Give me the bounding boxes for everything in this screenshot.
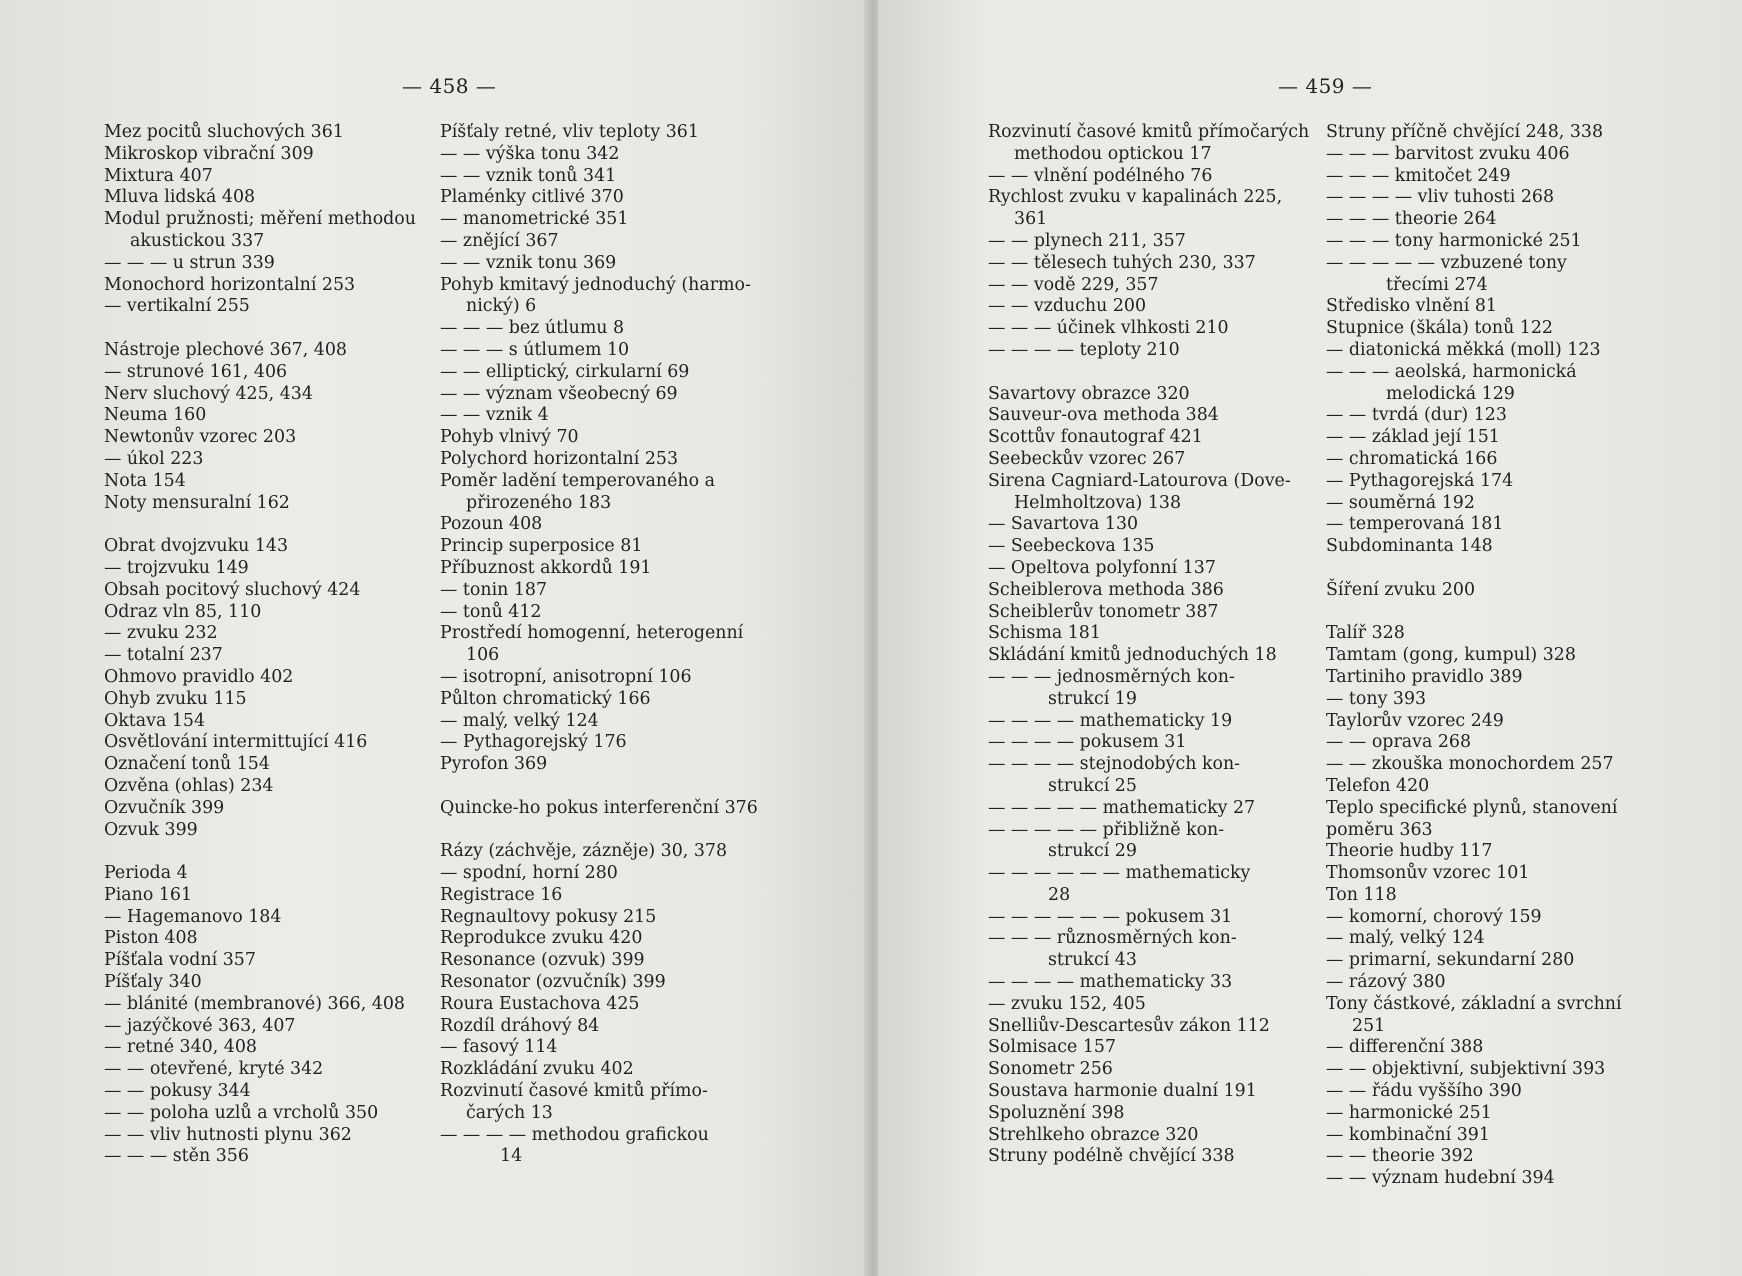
- index-entry: Scottův fonautograf 421: [988, 427, 1203, 448]
- index-entry: Šíření zvuku 200: [1326, 579, 1476, 600]
- index-entry: Pozoun 408: [440, 514, 543, 535]
- index-entry: Obrat dvojzvuku 143: [104, 536, 289, 557]
- index-entry: — — vzduchu 200: [988, 296, 1147, 317]
- index-entry: — — — barvitost zvuku 406: [1326, 143, 1570, 164]
- index-entry: — manometrické 351: [440, 209, 629, 230]
- index-entry: — Pythagorejský 176: [440, 732, 627, 753]
- index-entry: — — tvrdá (dur) 123: [1326, 405, 1507, 426]
- page-number-458: — 458 —: [402, 74, 497, 98]
- index-entry: Píšťala vodní 357: [104, 950, 256, 971]
- index-entry: Struny příčně chvějící 248, 338: [1326, 122, 1604, 142]
- index-entry: Ozvuk 399: [104, 819, 198, 840]
- index-entry: Nerv sluchový 425, 434: [104, 383, 313, 404]
- index-entry: Sirena Cagniard-Latourova (Dove-: [988, 470, 1291, 491]
- index-entry: — — — — — přibližně kon-: [988, 819, 1225, 840]
- index-entry: Tamtam (gong, kumpul) 328: [1326, 645, 1576, 666]
- index-entry: Rozvinutí časové kmitů přímo-: [440, 1081, 708, 1102]
- index-entry: Teplo specifické plynů, stanovení: [1326, 797, 1618, 818]
- index-entry: Oktava 154: [104, 710, 206, 731]
- index-column-left-2: [440, 122, 760, 1168]
- index-entry: Pohyb vlnivý 70: [440, 427, 579, 448]
- index-entry: Princip superposice 81: [440, 536, 643, 557]
- index-entry: — — — kmitočet 249: [1326, 165, 1511, 186]
- index-entry: Scheiblerova methoda 386: [988, 579, 1224, 600]
- index-entry: — — — jednosměrných kon-: [988, 666, 1235, 687]
- index-entry: — — vznik tonu 369: [440, 252, 617, 273]
- index-entry: Theorie hudby 117: [1326, 841, 1493, 862]
- index-entry: — strunové 161, 406: [104, 361, 288, 382]
- index-entry: Piston 408: [104, 928, 198, 949]
- section-gap: [440, 820, 760, 842]
- index-entry: — — — s útlumem 10: [440, 339, 630, 360]
- index-entry: — tony 393: [1326, 688, 1427, 709]
- index-entry: — — tělesech tuhých 230, 337: [988, 252, 1256, 273]
- index-entry: Registrace 16: [440, 884, 563, 905]
- index-entry: — tonin 187: [440, 579, 548, 600]
- index-entry: methodou optickou 17: [1014, 143, 1212, 164]
- index-entry: — — — — methodou grafickou: [440, 1124, 709, 1145]
- index-entry: — — objektivní, subjektivní 393: [1326, 1059, 1606, 1080]
- index-entry: Stupnice (škála) tonů 122: [1326, 318, 1553, 339]
- index-column-right-1: [988, 122, 1310, 1168]
- index-entry: — rázový 380: [1326, 972, 1446, 993]
- page-number-459: — 459 —: [1278, 74, 1373, 98]
- index-entry: Sauveur-ova methoda 384: [988, 405, 1219, 426]
- index-entry: poměru 363: [1326, 819, 1433, 840]
- index-entry: Modul pružnosti; měření methodou: [104, 209, 416, 230]
- section-gap: [104, 841, 404, 863]
- index-entry: 28: [1048, 884, 1071, 905]
- index-entry: — — plynech 211, 357: [988, 230, 1186, 251]
- index-entry: Snelliův-Descartesův zákon 112: [988, 1015, 1270, 1036]
- index-entry: — zvuku 152, 405: [988, 993, 1146, 1014]
- index-entry: Schisma 181: [988, 623, 1101, 644]
- index-entry: — — vlnění podélného 76: [988, 165, 1213, 186]
- index-entry: Ozvučník 399: [104, 797, 225, 818]
- index-entry: 14: [500, 1146, 523, 1167]
- index-entry: — — vznik 4: [440, 405, 549, 426]
- index-entry: Monochord horizontalní 253: [104, 274, 356, 295]
- index-entry: — tonů 412: [440, 601, 542, 622]
- index-entry: Polychord horizontalní 253: [440, 448, 679, 469]
- index-entry: — — — — — — pokusem 31: [988, 906, 1233, 927]
- index-entry: — — — — mathematicky 19: [988, 710, 1233, 731]
- index-entry: Mluva lidská 408: [104, 187, 256, 208]
- index-entry: — totalní 237: [104, 645, 223, 666]
- index-entry: — — otevřené, kryté 342: [104, 1059, 324, 1080]
- index-entry: Nástroje plechové 367, 408: [104, 339, 347, 360]
- index-entry: Savartovy obrazce 320: [988, 383, 1190, 404]
- index-entry: strukcí 19: [1048, 688, 1137, 709]
- index-entry: Skládání kmitů jednoduchých 18: [988, 645, 1277, 666]
- index-entry: strukcí 29: [1048, 841, 1137, 862]
- index-entry: Píšťaly 340: [104, 972, 202, 993]
- index-entry: Obsah pocitový sluchový 424: [104, 579, 361, 600]
- index-entry: — — — u strun 339: [104, 252, 275, 273]
- index-entry: — — — — pokusem 31: [988, 732, 1187, 753]
- index-entry: — — — — mathematicky 33: [988, 972, 1233, 993]
- index-entry: — — — bez útlumu 8: [440, 318, 625, 339]
- index-entry: Spoluznění 398: [988, 1102, 1125, 1123]
- index-entry: Odraz vln 85, 110: [104, 601, 262, 622]
- index-entry: Newtonův vzorec 203: [104, 427, 297, 448]
- index-entry: Mez pocitů sluchových 361: [104, 122, 344, 142]
- index-entry: — — — stěn 356: [104, 1146, 249, 1167]
- index-entry: Reprodukce zvuku 420: [440, 928, 643, 949]
- index-entry: Osvětlování intermittující 416: [104, 732, 368, 753]
- index-entry: — — — theorie 264: [1326, 209, 1497, 230]
- index-entry: — harmonické 251: [1326, 1102, 1492, 1123]
- index-entry: — vertikalní 255: [104, 296, 250, 317]
- index-entry: strukcí 43: [1048, 950, 1137, 971]
- index-entry: — Hagemanovo 184: [104, 906, 282, 927]
- index-entry: Neuma 160: [104, 405, 207, 426]
- index-entry: Helmholtzova) 138: [1014, 492, 1182, 513]
- index-entry: strukcí 25: [1048, 775, 1137, 796]
- index-entry: — — — — teploty 210: [988, 339, 1180, 360]
- index-entry: — — — — — — mathematicky: [988, 863, 1251, 884]
- index-entry: Ton 118: [1326, 884, 1397, 905]
- index-entry: — temperovaná 181: [1326, 514, 1504, 535]
- index-entry: — kombinační 391: [1326, 1124, 1490, 1145]
- index-entry: — — — — — vzbuzené tony: [1326, 252, 1567, 273]
- index-entry: Rozdíl dráhový 84: [440, 1015, 600, 1036]
- index-entry: — — poloha uzlů a vrcholů 350: [104, 1102, 379, 1123]
- index-entry: — Savartova 130: [988, 514, 1139, 535]
- index-entry: Resonance (ozvuk) 399: [440, 950, 645, 971]
- section-gap: [988, 362, 1288, 384]
- index-entry: Solmisace 157: [988, 1037, 1117, 1058]
- index-entry: — — výška tonu 342: [440, 143, 620, 164]
- index-entry: — — theorie 392: [1326, 1146, 1474, 1167]
- index-entry: — malý, velký 124: [1326, 928, 1485, 949]
- index-entry: Perioda 4: [104, 863, 188, 884]
- index-entry: Středisko vlnění 81: [1326, 296, 1497, 317]
- index-entry: Sonometr 256: [988, 1059, 1113, 1080]
- index-entry: Roura Eustachova 425: [440, 993, 640, 1014]
- index-entry: — jazýčkové 363, 407: [104, 1015, 296, 1036]
- index-entry: — differenční 388: [1326, 1037, 1484, 1058]
- index-entry: — — elliptický, cirkularní 69: [440, 361, 690, 382]
- index-entry: Rozkládání zvuku 402: [440, 1059, 634, 1080]
- index-entry: Tartiniho pravidlo 389: [1326, 666, 1523, 687]
- index-entry: akustickou 337: [130, 230, 265, 251]
- index-entry: — chromatická 166: [1326, 448, 1498, 469]
- index-column-right-2: [1326, 122, 1656, 1190]
- index-entry: — — oprava 268: [1326, 732, 1472, 753]
- index-entry: Mixtura 407: [104, 165, 213, 186]
- index-entry: — spodní, horní 280: [440, 863, 618, 884]
- index-entry: Taylorův vzorec 249: [1326, 710, 1504, 731]
- index-entry: Příbuznost akkordů 191: [440, 557, 652, 578]
- index-entry: Poměr ladění temperovaného a: [440, 470, 715, 491]
- right-page: [878, 0, 1742, 1276]
- index-column-left-1: [104, 122, 416, 1168]
- index-entry: — — — různosměrných kon-: [988, 928, 1237, 949]
- index-entry: Thomsonův vzorec 101: [1326, 863, 1530, 884]
- index-entry: Quincke-ho pokus interferenční 376: [440, 797, 758, 818]
- index-entry: Půlton chromatický 166: [440, 688, 651, 709]
- index-entry: — — — účinek vlhkosti 210: [988, 318, 1229, 339]
- index-entry: — — — aeolská, harmonická: [1326, 361, 1577, 382]
- index-entry: Prostředí homogenní, heterogenní: [440, 623, 744, 644]
- index-entry: Pyrofon 369: [440, 754, 548, 775]
- index-entry: Ohmovo pravidlo 402: [104, 666, 294, 687]
- index-entry: — Pythagorejská 174: [1326, 470, 1514, 491]
- index-entry: čarých 13: [466, 1102, 553, 1123]
- section-gap: [1326, 602, 1656, 624]
- index-entry: — diatonická měkká (moll) 123: [1326, 339, 1601, 360]
- index-entry: Mikroskop vibrační 309: [104, 143, 314, 164]
- index-entry: Ozvěna (ohlas) 234: [104, 775, 274, 796]
- index-entry: Scheiblerův tonometr 387: [988, 601, 1219, 622]
- index-entry: Soustava harmonie dualní 191: [988, 1081, 1257, 1102]
- index-entry: Rázy (záchvěje, zázněje) 30, 378: [440, 841, 728, 862]
- index-entry: Piano 161: [104, 884, 193, 905]
- index-entry: Regnaultovy pokusy 215: [440, 906, 657, 927]
- index-entry: třecími 274: [1386, 274, 1488, 295]
- index-entry: Telefon 420: [1326, 775, 1430, 796]
- index-entry: — zvuku 232: [104, 623, 218, 644]
- index-entry: — — vznik tonů 341: [440, 165, 617, 186]
- index-entry: — — — — — mathematicky 27: [988, 797, 1256, 818]
- index-entry: — — základ její 151: [1326, 427, 1500, 448]
- left-page: [0, 0, 868, 1276]
- index-entry: — úkol 223: [104, 448, 204, 469]
- index-entry: 361: [1014, 209, 1048, 230]
- index-entry: — — řádu vyššího 390: [1326, 1081, 1522, 1102]
- index-entry: — — vliv hutnosti plynu 362: [104, 1124, 352, 1145]
- index-entry: — — pokusy 344: [104, 1081, 251, 1102]
- section-gap: [440, 776, 760, 798]
- index-entry: Plaménky citlivé 370: [440, 187, 624, 208]
- index-entry: — — — — stejnodobých kon-: [988, 754, 1241, 775]
- index-entry: — trojzvuku 149: [104, 557, 249, 578]
- index-entry: Rozvinutí časové kmitů přímočarých: [988, 122, 1310, 142]
- index-entry: — blánité (membranové) 366, 408: [104, 993, 405, 1014]
- index-entry: — isotropní, anisotropní 106: [440, 666, 692, 687]
- index-entry: 251: [1352, 1015, 1386, 1036]
- index-entry: — znějící 367: [440, 230, 559, 251]
- index-entry: — Opeltova polyfonní 137: [988, 557, 1216, 578]
- index-entry: — — — — vliv tuhosti 268: [1326, 187, 1555, 208]
- index-entry: Subdominanta 148: [1326, 536, 1493, 557]
- index-entry: 106: [466, 645, 500, 666]
- index-entry: — — vodě 229, 357: [988, 274, 1159, 295]
- index-entry: — — význam hudební 394: [1326, 1168, 1555, 1189]
- index-entry: — retné 340, 408: [104, 1037, 257, 1058]
- index-entry: Píšťaly retné, vliv teploty 361: [440, 122, 699, 142]
- index-entry: Pohyb kmitavý jednoduchý (harmo-: [440, 274, 751, 295]
- index-entry: — — zkouška monochordem 257: [1326, 754, 1614, 775]
- index-entry: Noty mensuralní 162: [104, 492, 290, 513]
- index-entry: — souměrná 192: [1326, 492, 1475, 513]
- index-entry: — — — tony harmonické 251: [1326, 230, 1582, 251]
- index-entry: Nota 154: [104, 470, 186, 491]
- section-gap: [104, 514, 404, 536]
- index-entry: Resonator (ozvučník) 399: [440, 972, 666, 993]
- index-entry: přirozeného 183: [466, 492, 612, 513]
- index-entry: — primarní, sekundarní 280: [1326, 950, 1575, 971]
- index-entry: Struny podélně chvějící 338: [988, 1146, 1235, 1167]
- index-entry: — komorní, chorový 159: [1326, 906, 1542, 927]
- index-entry: Strehlkeho obrazce 320: [988, 1124, 1199, 1145]
- index-entry: — malý, velký 124: [440, 710, 599, 731]
- index-entry: — Seebeckova 135: [988, 536, 1155, 557]
- index-entry: nický) 6: [466, 296, 537, 317]
- index-entry: Tony částkové, základní a svrchní: [1326, 993, 1622, 1014]
- section-gap: [104, 318, 404, 340]
- index-entry: Rychlost zvuku v kapalinách 225,: [988, 187, 1283, 208]
- index-entry: — fasový 114: [440, 1037, 558, 1058]
- index-entry: Označení tonů 154: [104, 754, 270, 775]
- index-entry: — — význam všeobecný 69: [440, 383, 678, 404]
- index-entry: Seebeckův vzorec 267: [988, 448, 1186, 469]
- section-gap: [1326, 558, 1656, 580]
- index-entry: Ohyb zvuku 115: [104, 688, 247, 709]
- index-entry: melodická 129: [1386, 383, 1515, 404]
- index-entry: Talíř 328: [1326, 623, 1405, 644]
